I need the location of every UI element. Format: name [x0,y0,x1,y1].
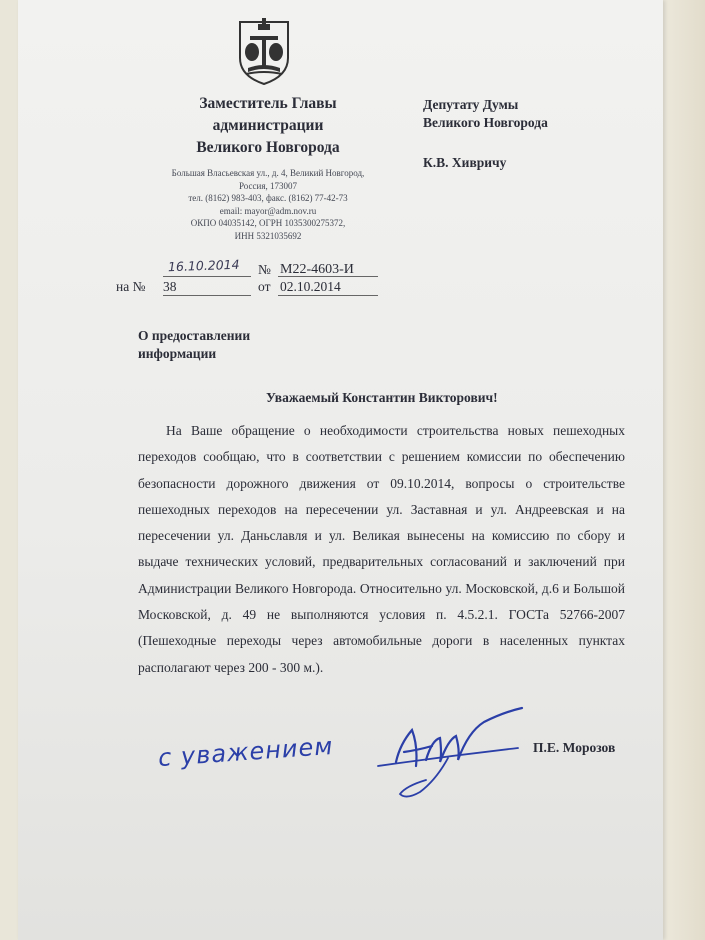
sender-title-line: Великого Новгорода [196,139,340,156]
incoming-date-label: от [258,279,271,294]
incoming-date: 02.10.2014 [280,279,341,294]
subject-line: О предоставлении [138,328,251,343]
subject-line: информации [138,346,217,361]
letter-sheet [18,0,663,940]
letter-body: На Ваше обращение о необходимости строительства новых пешеходных переходов сообщаю, что в соответствии с решением комиссии по обеспечению безопасности дорожного движения от 09.10.2014, вопросы о строительстве пешеходных переходов на пересечении ул. Заставная и ул. Андреевская и на пересечении ул. Даньславля и ул. Великая вынесены на комиссию по сбору и выдаче технических условий, предварительных согласований и заключений при Администрации Великого Новгорода. Относительно ул. Московской, д.6 и Большой Московской, д. 49 не выполняются условия п. 4.5.2.1. ГОСТа 52766-2007 (Пешеходные переходы через автомобильные дороги в населенных пунктах располагают через 200 - 300 м.). [138,423,625,675]
number-underline [278,276,378,277]
contact-line: ОКПО 04035142, ОГРН 1035300275372, [190,218,346,228]
outgoing-number: М22-4603-И [280,262,354,277]
incoming-date-underline [278,295,378,296]
contact-line: email: mayor@adm.nov.ru [219,205,317,216]
letter-subject [138,327,250,363]
greeting: Уважаемый Константин Викторович! [266,390,498,405]
contact-line: Россия, 173007 [239,180,297,191]
addressee-line: Великого Новгорода [423,115,548,130]
number-label: № [258,262,271,277]
sender-contact-info [138,167,398,242]
addressee-block [423,96,548,172]
incoming-number-label: на № [116,279,146,294]
handwritten-closing: с уважением [157,731,335,773]
incoming-number: 38 [163,279,177,294]
contact-line: Большая Власьевская ул., д. 4, Великий Новгород, [171,168,365,178]
handwritten-signature [308,700,548,810]
contact-line: тел. (8162) 983-403, факс. (8162) 77-42-73 [188,193,348,203]
coat-of-arms-emblem [236,14,292,86]
addressee-name: К.В. Хивричу [423,155,507,170]
sender-title [158,93,378,159]
incoming-number-underline [163,295,251,296]
contact-line: ИНН 5321035692 [234,230,302,241]
outgoing-date: 16.10.2014 [167,256,240,275]
sender-title-line: администрации [212,117,324,134]
date-underline [163,276,251,277]
signer-name: П.Е. Морозов [533,740,616,755]
addressee-line: Депутату Думы [423,97,519,112]
sender-title-line: Заместитель Главы [199,95,337,112]
